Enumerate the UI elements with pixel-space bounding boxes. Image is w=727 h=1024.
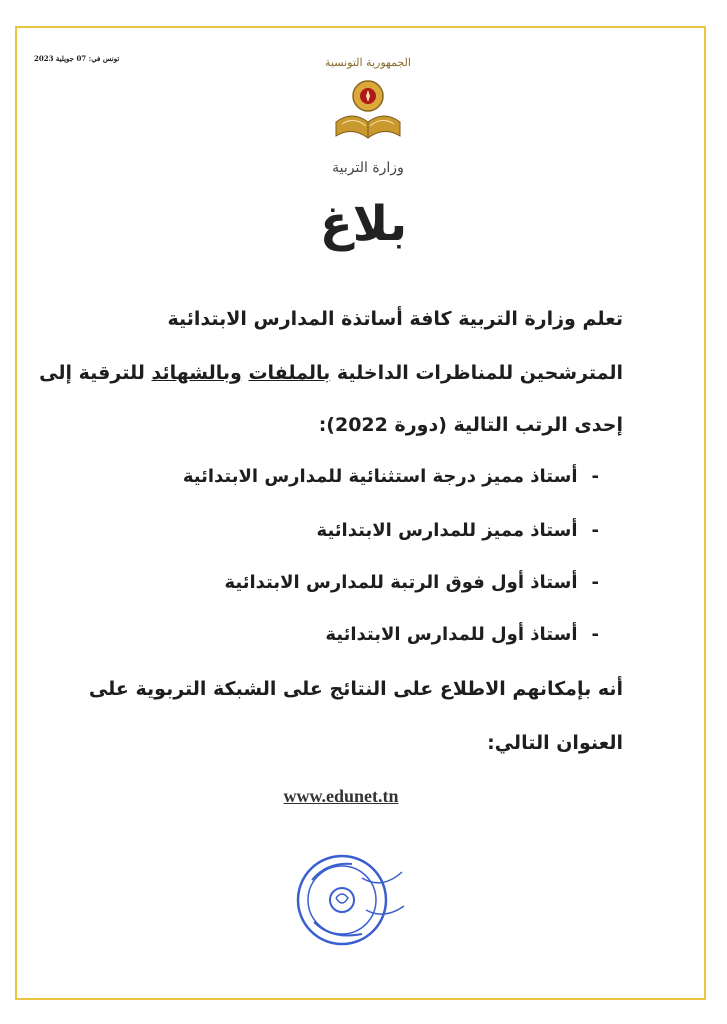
document-date: تونس في: 07 جويلية 2023 — [34, 54, 120, 63]
list-item: -أستاذ أول فوق الرتبة للمدارس الابتدائية — [224, 572, 599, 593]
list-item: -أستاذ مميز درجة استثنائية للمدارس الابتدائية — [182, 466, 599, 487]
list-item-text: أستاذ مميز درجة استثنائية للمدارس الابتدائية — [182, 466, 578, 487]
official-stamp-icon — [292, 850, 410, 950]
body-line-2 — [39, 362, 623, 384]
list-item-text: أستاذ أول فوق الرتبة للمدارس الابتدائية — [224, 572, 578, 593]
body-line-3: إحدى الرتب التالية (دورة 2022): — [318, 414, 623, 436]
body-line-4: أنه بإمكانهم الاطلاع على النتائج على الشبكة التربوية على — [88, 678, 623, 700]
body-line-2-end: للترقية إلى — [39, 362, 152, 384]
ministry-emblem — [322, 56, 414, 176]
certificates-term: وبالشهائد — [151, 362, 242, 384]
list-item-text: أستاذ أول للمدارس الابتدائية — [325, 624, 578, 645]
body-line-2-start: المترشحين للمناظرات الداخلية — [330, 362, 623, 384]
list-item: -أستاذ مميز للمدارس الابتدائية — [316, 520, 599, 541]
list-item-text: أستاذ مميز للمدارس الابتدائية — [316, 520, 578, 541]
book-emblem-icon — [328, 70, 408, 150]
ministry-label: وزارة التربية — [332, 160, 404, 176]
files-term: بالملفات — [248, 362, 331, 384]
body-line-5: العنوان التالي: — [487, 732, 623, 754]
republic-label: الجمهورية التونسية — [325, 56, 411, 69]
list-item: -أستاذ أول للمدارس الابتدائية — [325, 624, 599, 645]
edunet-link[interactable]: www.edunet.tn — [283, 786, 399, 806]
body-line-1: تعلم وزارة التربية كافة أساتذة المدارس الابتدائية — [167, 308, 623, 330]
page-title: بلاغ — [319, 196, 408, 252]
